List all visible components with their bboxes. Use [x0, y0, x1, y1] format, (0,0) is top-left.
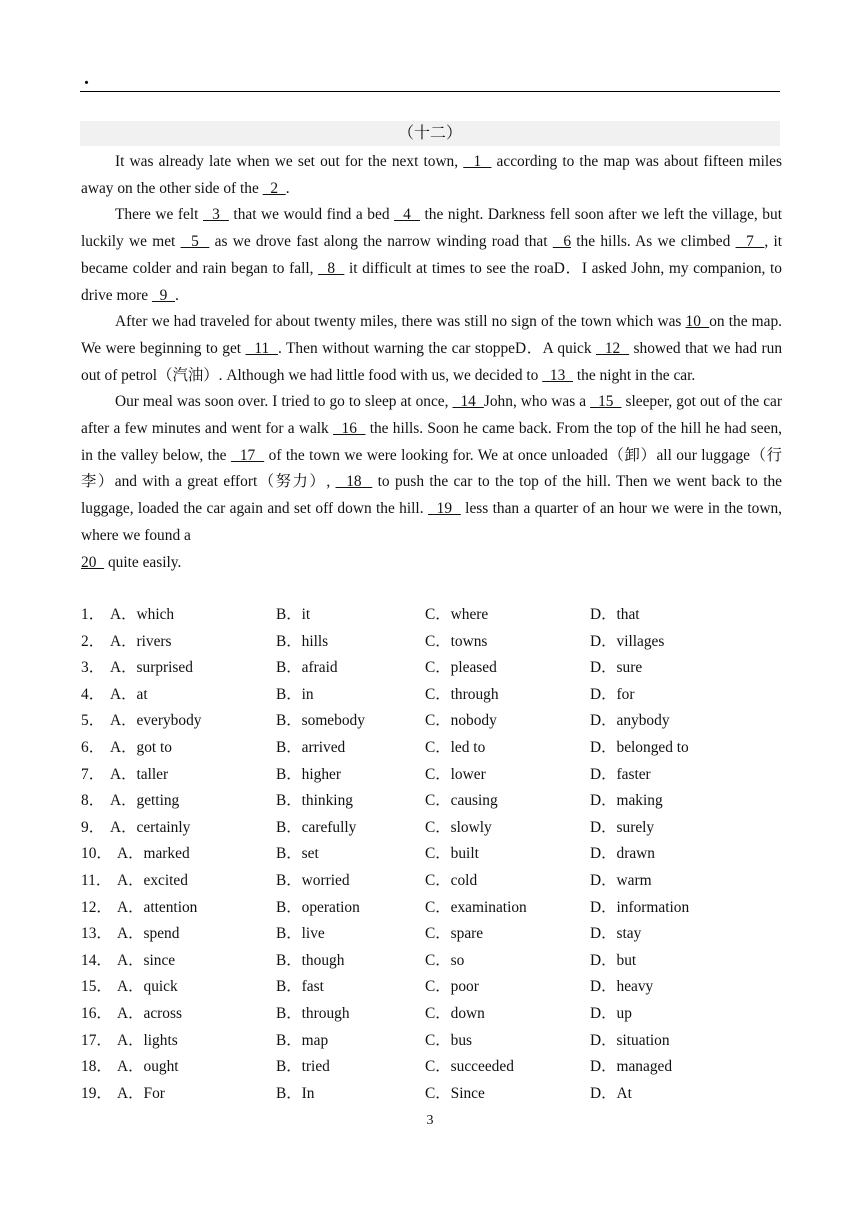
passage-text: according to the map was about fifteen miles away on the other side of the	[81, 153, 782, 197]
question-number: 10．	[81, 845, 112, 863]
passage-text: the hills. Soon he came back. From the top of the hill he had seen, in the valley below, the	[81, 420, 782, 464]
option-d: D．drawn	[590, 845, 655, 863]
passage-text: It was already late when we set out for the next town,	[115, 153, 464, 170]
question-row	[81, 895, 781, 922]
option-d: D．up	[590, 1004, 632, 1022]
option-a: A．excited	[117, 871, 188, 889]
option-a: A．attention	[117, 898, 198, 916]
passage-text: showed that we had run out of petrol（汽油）. Although we had little food with us, we decided to	[81, 339, 783, 384]
question-row	[81, 735, 781, 762]
question-number: 12．	[81, 898, 112, 916]
option-c: C．spare	[425, 925, 484, 943]
blank-10: 10	[685, 313, 710, 331]
question-number: 6．	[81, 738, 105, 756]
question-row	[81, 815, 781, 842]
option-d: D．At	[590, 1084, 632, 1102]
passage-text: There we felt	[115, 206, 203, 224]
option-d: D．heavy	[590, 978, 654, 996]
option-c: C．nobody	[425, 712, 497, 730]
option-d: D．faster	[590, 765, 651, 783]
option-b: B．thinking	[276, 792, 353, 810]
option-b: B．somebody	[276, 712, 365, 730]
option-d: D．managed	[590, 1058, 673, 1076]
question-row	[81, 629, 781, 656]
passage-text: , it became colder and rain began to fall,	[81, 233, 782, 277]
option-d: D．but	[590, 951, 637, 969]
passage-text: quite easily.	[104, 553, 182, 571]
blank-11: 11	[245, 339, 279, 357]
option-b: B．arrived	[276, 738, 346, 756]
blank-4: 4	[394, 206, 420, 224]
question-row	[81, 841, 781, 868]
option-a: A．everybody	[110, 712, 202, 730]
option-c: C．causing	[425, 792, 498, 810]
question-number: 2．	[81, 632, 105, 650]
blank-6: 6	[552, 233, 572, 251]
option-d: D．sure	[590, 659, 643, 677]
option-d: D．stay	[590, 925, 642, 943]
option-c: C．cold	[425, 871, 478, 889]
question-number: 13．	[81, 925, 112, 943]
question-number: 3．	[81, 659, 105, 677]
option-d: D．anybody	[590, 712, 670, 730]
question-row	[81, 868, 781, 895]
question-number: 4．	[81, 685, 105, 703]
blank-3: 3	[202, 206, 229, 224]
passage-text: .	[175, 286, 179, 304]
option-c: C．led to	[425, 738, 486, 756]
option-a: A．taller	[110, 765, 169, 783]
passage-text: as we drove fast along the narrow winding road that	[209, 233, 553, 251]
blank-1: 1	[463, 153, 492, 170]
option-b: B．it	[276, 606, 311, 623]
option-c: C．where	[425, 606, 489, 623]
option-d: D．warm	[590, 871, 652, 889]
option-c: C．so	[425, 951, 465, 969]
option-b: B．higher	[276, 765, 341, 783]
question-row	[81, 1028, 781, 1055]
question-row	[81, 1081, 781, 1108]
blank-2: 2	[262, 179, 286, 197]
question-row	[81, 602, 781, 629]
option-c: C．poor	[425, 978, 479, 996]
question-number: 8．	[81, 792, 105, 810]
blank-12: 12	[596, 339, 630, 357]
option-a: A．lights	[117, 1031, 178, 1049]
answer-options	[81, 602, 781, 1107]
passage-text: After we had traveled for about twenty miles, there was still no sign of the town which was	[115, 313, 686, 331]
option-d: D．for	[590, 685, 635, 703]
option-a: A．quick	[117, 978, 178, 996]
option-b: B．set	[276, 845, 319, 863]
option-c: C．Since	[425, 1084, 485, 1102]
option-b: B．worried	[276, 871, 350, 889]
passage-text: less than a quarter of an hour we were in the town, where we found a	[81, 500, 783, 544]
option-b: B．hills	[276, 632, 329, 650]
option-a: A．surprised	[110, 659, 193, 677]
passage-text: to push the car to the top of the hill. Then we went back to the luggage, loaded the car again and set off down the hill.	[81, 473, 782, 518]
question-number: 5．	[81, 712, 105, 730]
option-b: B．carefully	[276, 818, 357, 836]
question-number: 17．	[81, 1031, 112, 1049]
option-d: D．making	[590, 792, 663, 810]
option-c: C．bus	[425, 1031, 473, 1049]
option-b: B．through	[276, 1004, 350, 1022]
header-rule	[80, 91, 780, 92]
option-c: C．lower	[425, 765, 486, 783]
option-c: C．towns	[425, 632, 488, 650]
option-c: C．built	[425, 845, 479, 863]
option-b: B．operation	[276, 898, 360, 916]
question-number: 15．	[81, 978, 112, 996]
option-d: D．surely	[590, 818, 655, 836]
option-b: B．live	[276, 925, 325, 943]
option-a: A．which	[110, 606, 175, 623]
option-d: D．that	[590, 606, 640, 623]
option-a: A．got to	[110, 738, 172, 756]
section-title: （十二）	[80, 121, 780, 146]
cloze-passage	[81, 149, 782, 576]
paragraph-4-end	[81, 550, 782, 577]
option-c: C．down	[425, 1004, 485, 1022]
blank-18: 18	[335, 473, 373, 491]
passage-text: John, who was a	[483, 393, 591, 411]
option-d: D．information	[590, 898, 690, 916]
blank-13: 13	[542, 366, 573, 384]
blank-16: 16	[333, 420, 366, 438]
option-d: D．villages	[590, 632, 665, 650]
passage-text: the hills. As we climbed	[571, 233, 736, 251]
question-row	[81, 708, 781, 735]
question-row	[81, 762, 781, 789]
option-b: B．In	[276, 1084, 315, 1102]
question-number: 9．	[81, 818, 105, 836]
question-row	[81, 921, 781, 948]
passage-text: that we would find a bed	[228, 206, 395, 224]
passage-text: sleeper, got out of the car after a few minutes and went for a walk	[81, 393, 783, 438]
question-number: 18．	[81, 1058, 112, 1076]
passage-text: it difficult at times to see the roaD．I asked John, my companion, to drive more	[81, 259, 782, 304]
blank-17: 17	[230, 446, 265, 464]
option-a: A．marked	[117, 845, 190, 863]
question-row	[81, 655, 781, 682]
passage-text: on the map. We were beginning to get	[81, 313, 783, 357]
blank-20: 20	[81, 553, 105, 571]
passage-text: .	[285, 179, 290, 197]
option-b: B．tried	[276, 1058, 330, 1076]
passage-text: the night. Darkness fell soon after we left the village, but luckily we met	[81, 206, 782, 251]
passage-text: Our meal was soon over. I tried to go to sleep at once,	[115, 393, 453, 411]
option-a: A．certainly	[110, 818, 191, 836]
question-number: 16．	[81, 1004, 112, 1022]
option-b: B．in	[276, 685, 314, 703]
option-a: A．since	[117, 951, 176, 969]
option-d: D．belonged to	[590, 738, 689, 756]
question-row	[81, 974, 781, 1001]
option-a: A．ought	[117, 1058, 179, 1076]
option-c: C．examination	[425, 898, 527, 916]
blank-7: 7	[735, 233, 765, 251]
question-row	[81, 1054, 781, 1081]
header-mark: .	[84, 67, 89, 89]
passage-text: the night in the car.	[573, 366, 696, 384]
question-number: 19．	[81, 1084, 112, 1102]
blank-9: 9	[151, 286, 176, 304]
question-row	[81, 948, 781, 975]
option-c: C．succeeded	[425, 1058, 514, 1076]
passage-text: of the town we were looking for. We at once unloaded（卸）all our luggage（行李）and with a great effort（努力）,	[81, 446, 782, 491]
passage-text: . Then without warning the car stoppeD．A quick	[278, 339, 596, 357]
question-number: 14．	[81, 951, 112, 969]
option-b: B．afraid	[276, 659, 338, 677]
blank-8: 8	[318, 259, 345, 277]
option-a: A．spend	[117, 925, 180, 943]
question-row	[81, 788, 781, 815]
paragraph-3	[81, 309, 782, 389]
question-number: 11．	[81, 871, 112, 889]
option-b: B．fast	[276, 978, 324, 996]
option-a: A．getting	[110, 792, 180, 810]
option-a: A．at	[110, 685, 148, 703]
question-number: 1．	[81, 606, 105, 623]
question-number: 7．	[81, 765, 105, 783]
option-c: C．slowly	[425, 818, 492, 836]
option-c: C．through	[425, 685, 499, 703]
option-b: B．though	[276, 951, 345, 969]
option-a: A．For	[117, 1084, 165, 1102]
blank-5: 5	[180, 233, 210, 251]
paragraph-4	[81, 389, 782, 549]
paragraph-2	[81, 202, 782, 309]
option-a: A．rivers	[110, 632, 172, 650]
question-row	[81, 1001, 781, 1028]
option-a: A．across	[117, 1004, 182, 1022]
blank-14: 14	[452, 393, 484, 411]
blank-15: 15	[590, 393, 622, 411]
option-d: D．situation	[590, 1031, 670, 1049]
blank-19: 19	[427, 500, 461, 518]
question-row	[81, 682, 781, 709]
option-b: B．map	[276, 1031, 329, 1049]
option-c: C．pleased	[425, 659, 497, 677]
page-number: 3	[426, 1113, 434, 1128]
paragraph-1	[81, 149, 782, 202]
